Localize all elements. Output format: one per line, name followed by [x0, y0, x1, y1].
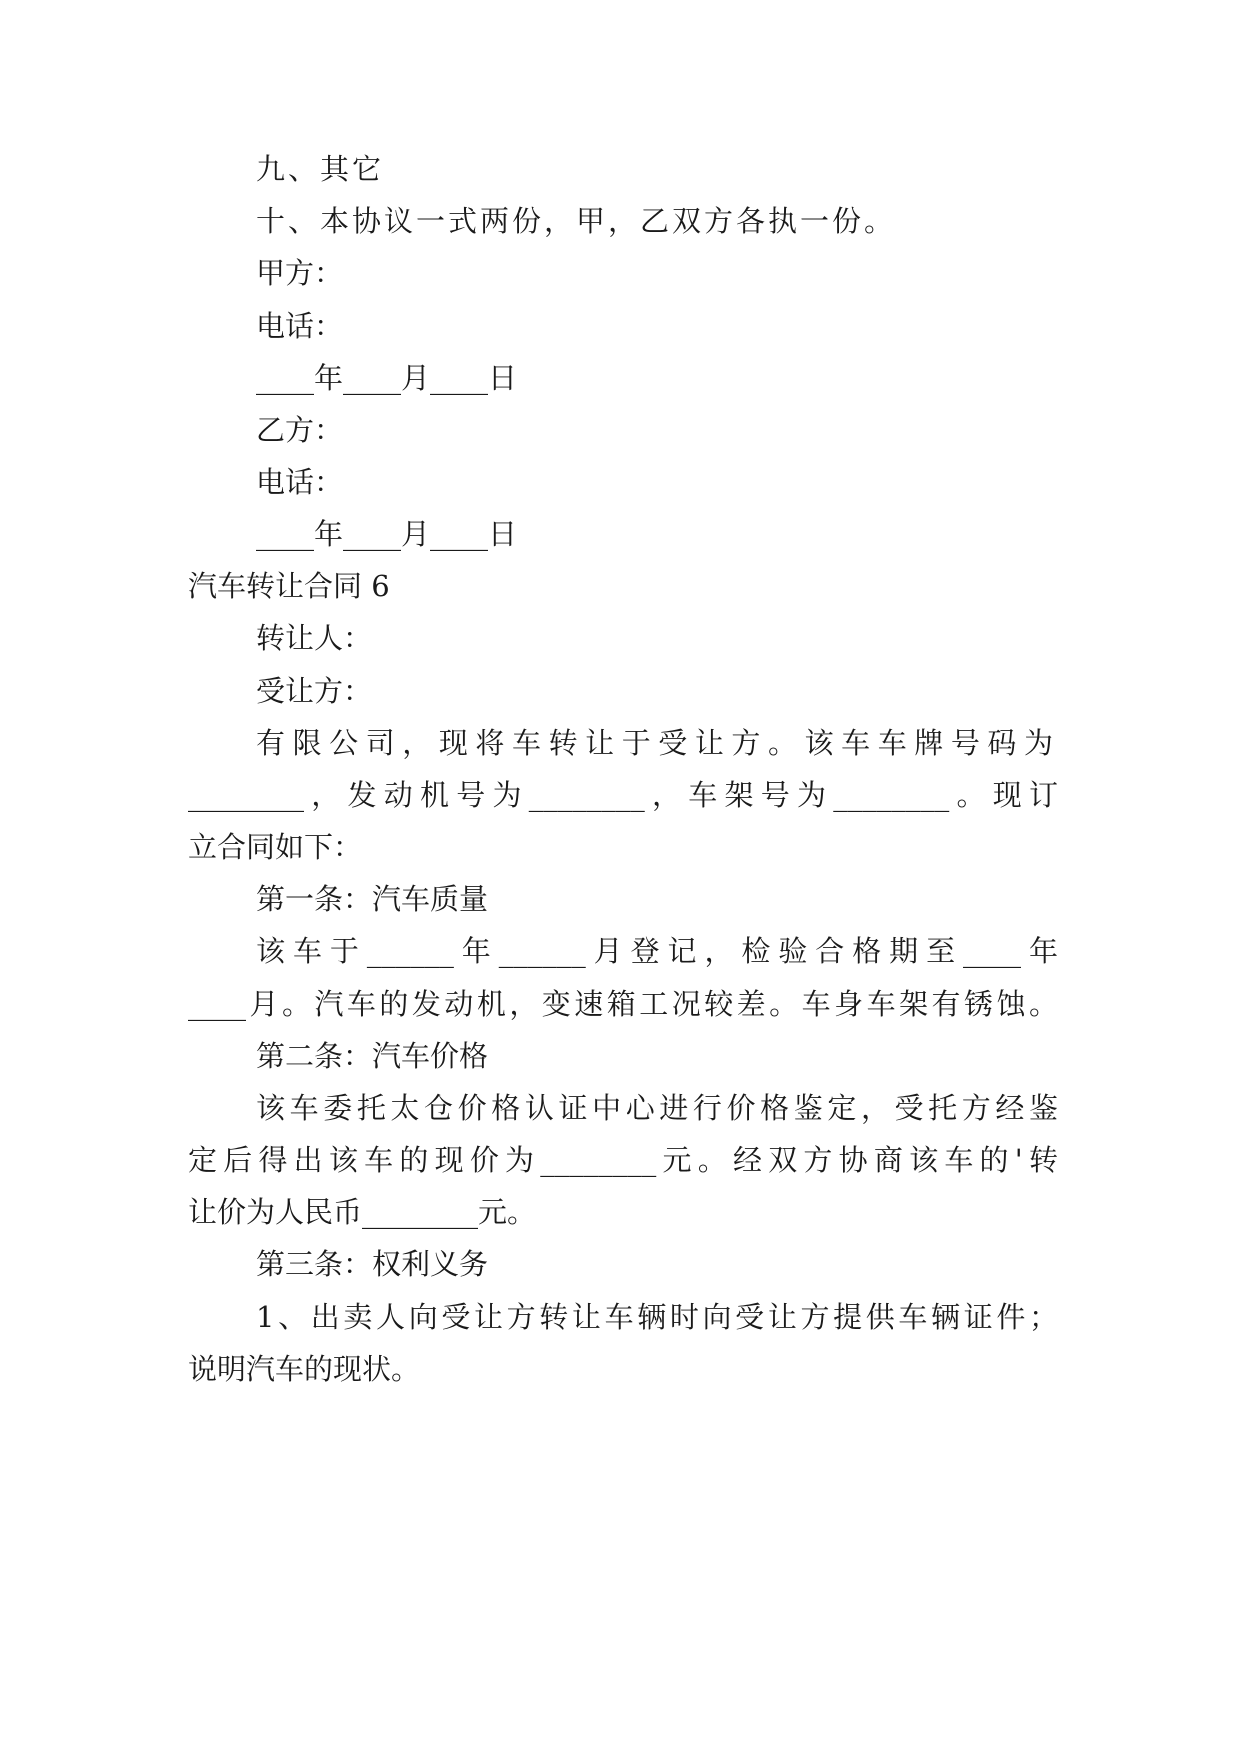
transferee-label: 受让方： — [256, 674, 373, 708]
article-2-line-2: 定后得出该车的现价为________元。经双方协商该车的'转 — [188, 1143, 1058, 1177]
party-b-date-line: ____年____月____日 — [256, 517, 518, 551]
party-a-phone-label: 电话： — [256, 309, 344, 343]
article-2-line-1: 该车委托太仓价格认证中心进行价格鉴定，受托方经鉴 — [256, 1091, 1058, 1125]
article-1-heading: 第一条：汽车质量 — [256, 882, 489, 916]
transferor-label: 转让人： — [256, 621, 373, 655]
party-b-phone-label: 电话： — [256, 465, 344, 499]
article-2-line-3: 让价为人民币________元。 — [188, 1195, 537, 1229]
article-1-line-2: ____月。汽车的发动机，变速箱工况较差。车身车架有锈蚀。 — [188, 987, 1058, 1021]
intro-paragraph-line-2: ________，发动机号为________，车架号为________。现订 — [188, 778, 1058, 812]
article-2-heading: 第二条：汽车价格 — [256, 1039, 489, 1073]
clause-9: 九、其它 — [256, 152, 385, 186]
clause-10: 十、本协议一式两份，甲，乙双方各执一份。 — [256, 204, 897, 238]
article-3-item-1-line-2: 说明汽车的现状。 — [188, 1352, 421, 1386]
party-b-label: 乙方： — [256, 413, 344, 447]
article-3-item-1-line-1: 1、出卖人向受让方转让车辆时向受让方提供车辆证件； — [256, 1300, 1058, 1334]
intro-paragraph-line-3: 立合同如下： — [188, 830, 363, 864]
article-3-heading: 第三条：权利义务 — [256, 1247, 489, 1281]
contract-heading: 汽车转让合同 6 — [188, 569, 390, 603]
intro-paragraph-line-1: 有限公司，现将车转让于受让方。该车车牌号码为 — [256, 726, 1058, 760]
party-a-date-line: ____年____月____日 — [256, 361, 518, 395]
party-a-label: 甲方： — [256, 256, 344, 290]
article-1-line-1: 该车于______年______月登记，检验合格期至____年 — [256, 934, 1058, 968]
